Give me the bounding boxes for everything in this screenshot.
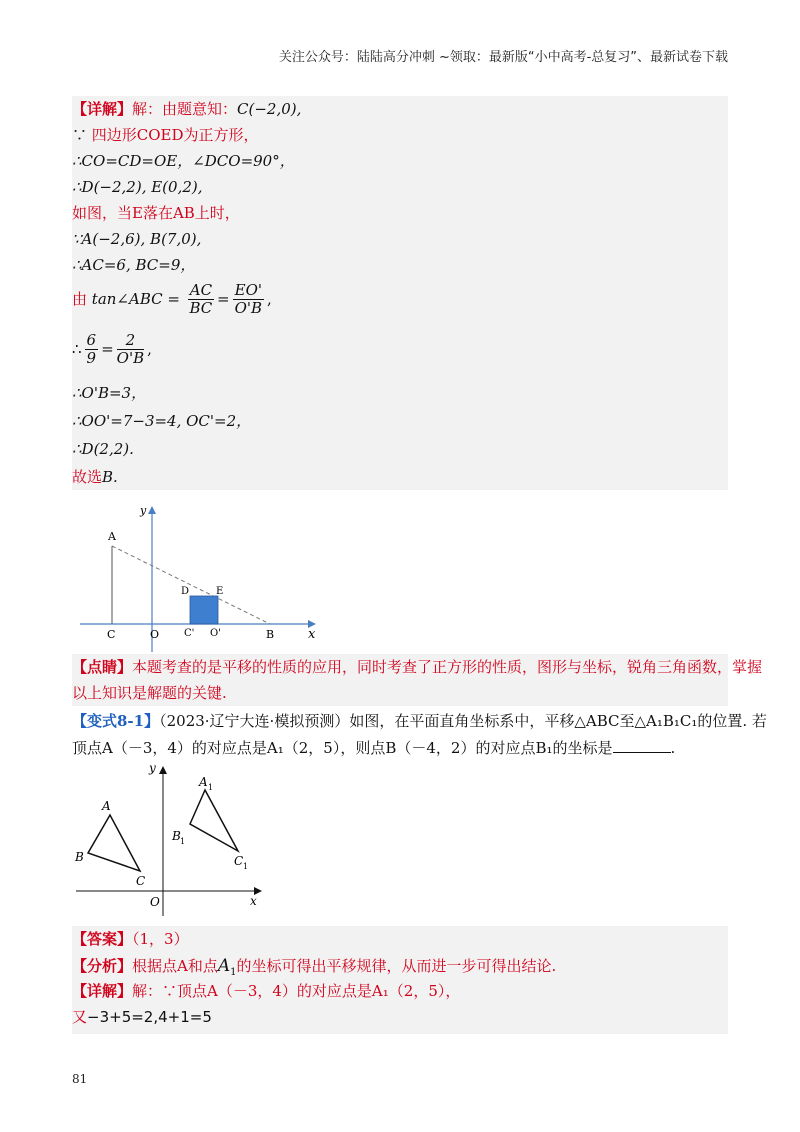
comment-text: 本题考查的是平移的性质的应用，同时考查了正方形的性质，图形与坐标，锐角三角函数，掌握 <box>132 658 763 676</box>
variant-text: 顶点A（－3，4）的对应点是A₁（2，5），则点B（－4，2）的对应点B₁的坐标是 <box>72 739 613 757</box>
equals-sign: = <box>101 339 114 358</box>
comment-line-2: 以上知识是解题的关键. <box>72 684 227 702</box>
point-b-label: B <box>75 850 84 864</box>
x-axis-label: x <box>308 627 316 642</box>
solution-text: 解：由题意知： <box>132 100 238 118</box>
point-o-prime-label: O' <box>210 628 221 639</box>
solution-line-7: ∴AC=6, BC=9， <box>72 256 196 274</box>
point-a-label: A <box>102 799 111 813</box>
square-coed <box>190 596 218 624</box>
y-axis-label: y <box>149 761 156 775</box>
denominator: O'B <box>234 299 263 318</box>
solution-line-1 <box>72 100 301 118</box>
point-b1-subscript: 1 <box>180 837 186 846</box>
punctuation: , <box>147 339 152 358</box>
math-expression: −3+5=2,4+1=5 <box>87 1008 212 1026</box>
variant-tag: 【变式8-1】 <box>72 712 160 730</box>
answer-block <box>72 926 728 1034</box>
numerator: 2 <box>117 332 144 350</box>
comment-block <box>72 654 763 706</box>
answer-choice: B. <box>102 468 118 486</box>
figure-triangle-translation <box>72 760 268 920</box>
solution-text: 四边形COED为正方形， <box>91 126 259 144</box>
analysis-text: 的坐标可得出平移规律，从而进一步可得出结论. <box>236 957 557 975</box>
fraction <box>188 282 214 318</box>
numerator: 6 <box>86 331 97 349</box>
fraction <box>85 332 99 368</box>
solution-line-8 <box>72 282 272 318</box>
y-axis-arrow <box>159 766 167 774</box>
solution-line-2 <box>72 126 259 144</box>
solution-text: 故选 <box>72 468 103 486</box>
point-c-prime-label: C' <box>184 628 195 639</box>
answer-line <box>72 930 189 948</box>
variant-line-1 <box>72 712 767 730</box>
punctuation: , <box>267 289 272 308</box>
triangle-a1b1c1 <box>190 790 238 851</box>
denominator: BC <box>189 299 213 318</box>
point-d-label: D <box>181 586 190 597</box>
x-axis-label: x <box>250 894 257 908</box>
y-axis-label: y <box>140 504 147 517</box>
detail2-line-1 <box>72 982 460 1000</box>
solution-line-3: ∴CO=CD=OE，∠DCO=90°， <box>72 152 295 170</box>
detail2-line-2 <box>72 1008 212 1026</box>
solution-line-5: 如图，当E落在AB上时， <box>72 204 240 222</box>
solution-line-9 <box>72 332 152 368</box>
solution-line-4: ∴D(−2,2), E(0,2), <box>72 178 203 196</box>
comment-tag: 【点睛】 <box>72 658 133 676</box>
triangle-abc <box>88 815 140 871</box>
coordinate-figure-svg <box>72 760 268 920</box>
punctuation: . <box>670 739 676 757</box>
point-a1-subscript: 1 <box>208 783 214 792</box>
answer-tag: 【答案】 <box>72 930 133 948</box>
math-expression: tan∠ABC = <box>91 289 180 308</box>
fraction <box>117 332 144 368</box>
origin-label: O <box>150 628 160 641</box>
solution-line-10: ∴O'B=3， <box>72 384 147 402</box>
point-b-label: B <box>266 628 275 641</box>
analysis-text: 根据点A和点 <box>132 957 218 975</box>
figure-square-translation <box>80 492 324 652</box>
variant-line-2 <box>72 738 675 757</box>
math-symbol: A <box>217 956 231 976</box>
point-a-label: A <box>108 530 116 543</box>
point-c1-label: C <box>234 854 244 868</box>
origin-label: O <box>150 895 160 909</box>
numerator: AC <box>189 281 213 299</box>
because-symbol: ∵ <box>72 126 92 144</box>
solution-line-12: ∴D(2,2). <box>72 440 134 458</box>
fraction <box>233 282 264 318</box>
point-b1-label: B <box>172 829 181 843</box>
point-a1-label: A <box>199 775 208 789</box>
detail-tag: 【详解】 <box>72 100 133 118</box>
math-expression: C(−2,0), <box>237 100 302 118</box>
answer-blank <box>613 738 671 753</box>
solution-text: 由 <box>72 289 88 308</box>
detail-text: 又 <box>72 1008 88 1026</box>
denominator: O'B <box>116 349 145 368</box>
solution-line-13 <box>72 468 118 486</box>
equals-sign: = <box>217 289 230 308</box>
point-c1-subscript: 1 <box>243 862 249 871</box>
detail-tag: 【详解】 <box>72 982 133 1000</box>
point-c-label: C <box>107 628 116 641</box>
solution-block <box>72 96 728 490</box>
solution-line-6: ∵A(−2,6), B(7,0), <box>72 230 202 248</box>
numerator: EO' <box>234 281 262 299</box>
math-subscript: 1 <box>230 967 237 978</box>
page-number: 81 <box>72 1072 88 1086</box>
point-c-label: C <box>136 874 146 888</box>
geometry-figure-svg <box>80 492 324 652</box>
page-header: 关注公众号：陆陆高分冲刺 ~领取：最新版“小中高考-总复习”、最新试卷下载 <box>278 50 728 65</box>
answer-text: （1，3） <box>132 930 189 948</box>
therefore-symbol: ∴ <box>72 339 82 358</box>
detail-text: 解：∵顶点A（－3，4）的对应点是A₁（2，5）， <box>132 982 461 1000</box>
point-e-label: E <box>216 586 224 597</box>
analysis-tag: 【分析】 <box>72 957 133 975</box>
solution-line-11: ∴OO'=7−3=4, OC'=2， <box>72 412 252 430</box>
comment-line-1 <box>72 658 762 676</box>
denominator: 9 <box>86 349 97 368</box>
analysis-line <box>72 956 556 979</box>
y-axis-arrow <box>148 506 156 514</box>
variant-text: （2023·辽宁大连·模拟预测）如图，在平面直角坐标系中，平移△ABC至△A₁B₁C₁的位置. 若 <box>159 712 767 730</box>
